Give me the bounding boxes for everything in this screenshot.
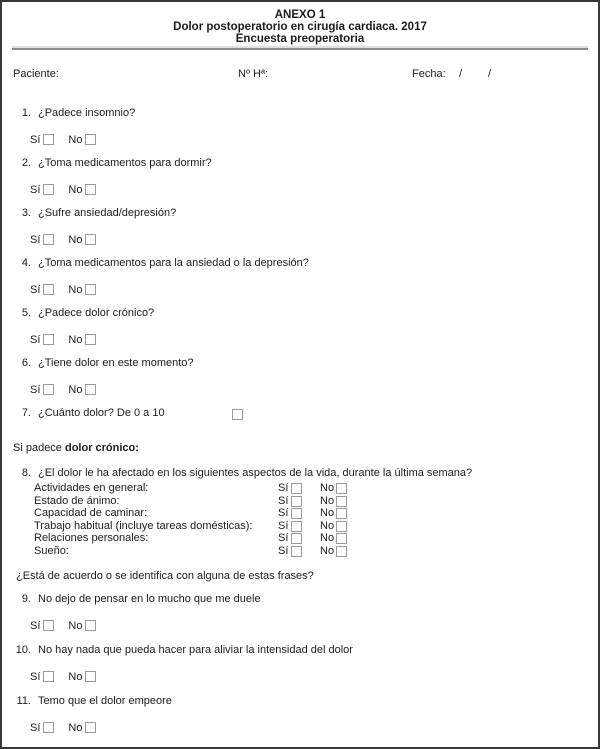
- question-text: ¿Cuánto dolor? De 0 a 10: [38, 407, 165, 419]
- answer-row: [30, 133, 96, 146]
- question-row: [2, 257, 309, 269]
- date-label: Fecha:: [412, 68, 446, 80]
- yes-label: Sí: [30, 133, 41, 146]
- pain-scale-checkbox[interactable]: [232, 409, 243, 420]
- question-row: [2, 357, 194, 369]
- q8-item-label: Actividades en general:: [34, 482, 149, 494]
- yes-label: Sí: [30, 333, 41, 346]
- q8-item-label: Relaciones personales:: [34, 532, 149, 544]
- question-text: ¿Toma medicamentos para la ansiedad o la depresión?: [38, 257, 309, 269]
- answer-row: [30, 233, 96, 246]
- agree-question: ¿Está de acuerdo o se identifica con alguna de estas frases?: [16, 570, 314, 582]
- no-checkbox[interactable]: [85, 722, 96, 733]
- no-checkbox[interactable]: [85, 334, 96, 345]
- no-label: No: [68, 283, 83, 296]
- question-row: [2, 644, 353, 656]
- question-number: 8.: [21, 467, 31, 479]
- question-row: [2, 157, 212, 169]
- no-checkbox[interactable]: [336, 546, 347, 557]
- answer-row: [30, 283, 96, 296]
- q8-item-row: [2, 532, 598, 544]
- chronic-intro-text: Si padece: [13, 442, 65, 454]
- yes-label: Sí: [30, 283, 41, 296]
- answer-row: [30, 619, 96, 632]
- no-label: No: [320, 545, 335, 557]
- yes-label: Sí: [278, 507, 289, 519]
- yes-checkbox[interactable]: [43, 620, 54, 631]
- no-checkbox[interactable]: [85, 671, 96, 682]
- yes-checkbox[interactable]: [291, 483, 302, 494]
- yes-label: Sí: [30, 383, 41, 396]
- question-number: 2.: [21, 157, 31, 169]
- q8-item-row: [2, 507, 598, 519]
- no-label: No: [320, 495, 335, 507]
- q8-item-label: Capacidad de caminar:: [34, 507, 148, 519]
- header-divider: [12, 46, 588, 50]
- no-label: No: [68, 670, 83, 683]
- yes-label: Sí: [278, 520, 289, 532]
- no-label: No: [320, 482, 335, 494]
- question-text: ¿Padece insomnio?: [38, 107, 136, 119]
- yes-checkbox[interactable]: [291, 521, 302, 532]
- question-number: 10.: [15, 644, 31, 656]
- question-text: Temo que el dolor empeore: [38, 695, 172, 707]
- yes-label: Sí: [30, 619, 41, 632]
- date-separator: /: [488, 68, 492, 80]
- question-row: [2, 467, 472, 479]
- question-number: 11.: [16, 695, 31, 707]
- question-row: [2, 593, 261, 605]
- no-checkbox[interactable]: [85, 234, 96, 245]
- yes-label: Sí: [278, 532, 289, 544]
- q8-item-row: [2, 482, 598, 494]
- yes-checkbox[interactable]: [43, 722, 54, 733]
- question-row: [2, 107, 135, 119]
- yes-checkbox[interactable]: [43, 184, 54, 195]
- form-subtitle: Dolor postoperatorio en cirugía cardiaca. 2017: [173, 21, 427, 33]
- chronic-intro-bold: dolor crónico:: [64, 442, 139, 454]
- question-text: ¿Padece dolor crónico?: [38, 307, 155, 319]
- form-section-title: Encuesta preoperatoria: [235, 33, 365, 45]
- q8-item-row: [2, 520, 598, 532]
- form-title: ANEXO 1: [274, 9, 326, 21]
- no-checkbox[interactable]: [85, 184, 96, 195]
- no-checkbox[interactable]: [336, 533, 347, 544]
- yes-checkbox[interactable]: [291, 546, 302, 557]
- yes-checkbox[interactable]: [43, 384, 54, 395]
- no-checkbox[interactable]: [85, 620, 96, 631]
- no-label: No: [68, 619, 83, 632]
- question-row: [2, 695, 172, 707]
- q8-item-label: Trabajo habitual (incluye tareas domésticas):: [34, 520, 253, 532]
- question-text: ¿Toma medicamentos para dormir?: [38, 157, 212, 169]
- no-label: No: [68, 383, 83, 396]
- question-row: [2, 207, 176, 219]
- question-number: 5.: [21, 307, 31, 319]
- question-number: 4.: [21, 257, 31, 269]
- yes-checkbox[interactable]: [43, 334, 54, 345]
- no-label: No: [68, 333, 83, 346]
- no-checkbox[interactable]: [85, 284, 96, 295]
- patient-label: Paciente:: [13, 68, 59, 80]
- no-checkbox[interactable]: [336, 496, 347, 507]
- question-number: 7.: [21, 407, 31, 419]
- q8-item-row: [2, 545, 598, 557]
- history-number-label: Nº Hª:: [238, 68, 269, 80]
- answer-row: [30, 333, 96, 346]
- question-row: [2, 307, 154, 319]
- no-label: No: [68, 233, 83, 246]
- yes-label: Sí: [30, 233, 41, 246]
- question-text: No dejo de pensar en lo mucho que me duele: [38, 593, 261, 605]
- date-separator: /: [459, 68, 463, 80]
- yes-checkbox[interactable]: [43, 284, 54, 295]
- no-label: No: [320, 532, 335, 544]
- no-checkbox[interactable]: [85, 134, 96, 145]
- no-checkbox[interactable]: [336, 483, 347, 494]
- question-text: ¿Sufre ansiedad/depresión?: [38, 207, 177, 219]
- yes-label: Sí: [278, 495, 289, 507]
- answer-row: [30, 721, 96, 734]
- answer-row: [30, 383, 96, 396]
- q8-item-label: Sueño:: [34, 545, 69, 557]
- yes-checkbox[interactable]: [291, 533, 302, 544]
- no-label: No: [320, 520, 335, 532]
- answer-row: [30, 670, 96, 683]
- question-number: 6.: [21, 357, 31, 369]
- yes-label: Sí: [278, 545, 289, 557]
- question-text: ¿El dolor le ha afectado en los siguientes aspectos de la vida, durante la última semana?: [38, 467, 473, 479]
- yes-checkbox[interactable]: [291, 496, 302, 507]
- yes-label: Sí: [278, 482, 289, 494]
- no-checkbox[interactable]: [336, 508, 347, 519]
- no-label: No: [320, 507, 335, 519]
- question-text: ¿Tiene dolor en este momento?: [38, 357, 194, 369]
- q8-item-label: Estado de ánimo:: [34, 495, 120, 507]
- answer-row: [30, 183, 96, 196]
- no-label: No: [68, 183, 83, 196]
- question-row: [2, 407, 165, 419]
- no-label: No: [68, 133, 83, 146]
- yes-checkbox[interactable]: [43, 134, 54, 145]
- yes-checkbox[interactable]: [43, 671, 54, 682]
- question-number: 1.: [21, 107, 31, 119]
- yes-checkbox[interactable]: [291, 508, 302, 519]
- yes-label: Sí: [30, 670, 41, 683]
- no-label: No: [68, 721, 83, 734]
- question-number: 9.: [21, 593, 31, 605]
- question-text: No hay nada que pueda hacer para aliviar la intensidad del dolor: [38, 644, 353, 656]
- no-checkbox[interactable]: [85, 384, 96, 395]
- yes-label: Sí: [30, 721, 41, 734]
- chronic-pain-intro: [13, 442, 139, 454]
- q8-item-row: [2, 495, 598, 507]
- question-number: 3.: [21, 207, 31, 219]
- yes-label: Sí: [30, 183, 41, 196]
- yes-checkbox[interactable]: [43, 234, 54, 245]
- no-checkbox[interactable]: [336, 521, 347, 532]
